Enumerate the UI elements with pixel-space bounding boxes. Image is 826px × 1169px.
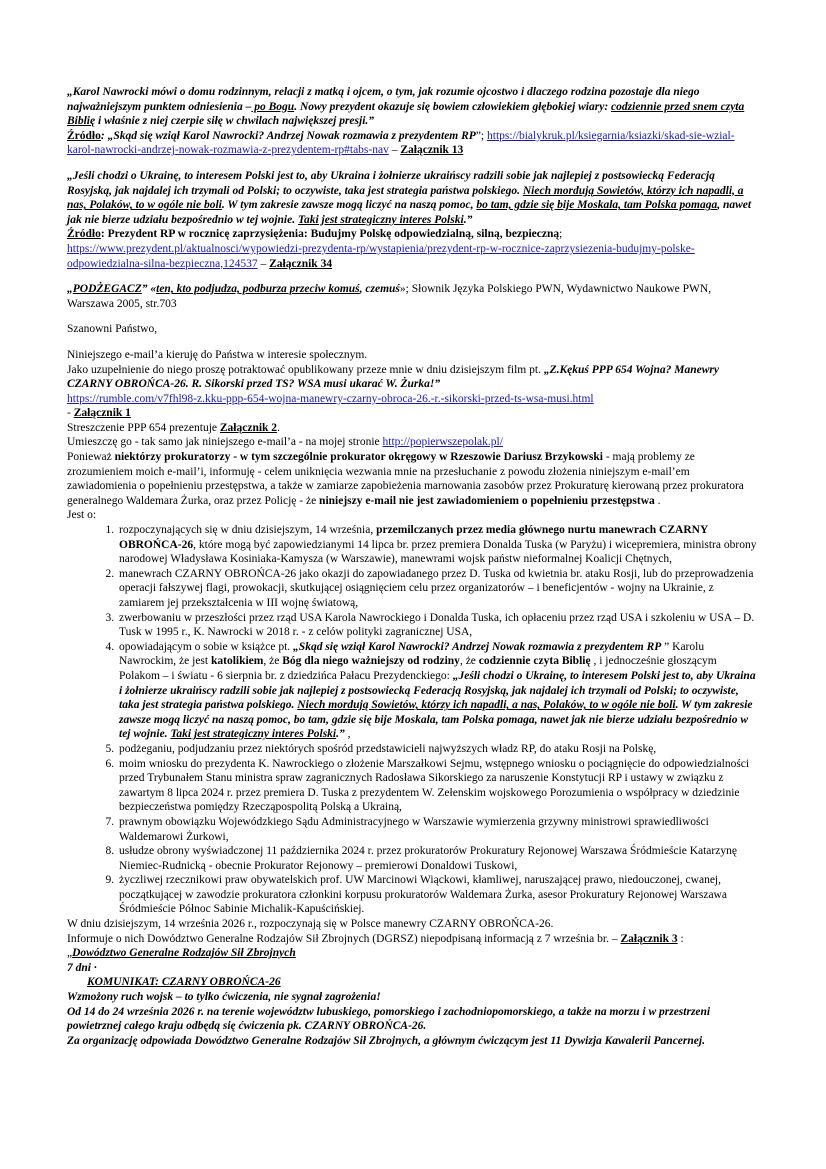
item-bold: codziennie czyta Biblię [478, 655, 591, 668]
item-text: , że [459, 655, 479, 668]
source-label: Źródło [67, 129, 101, 142]
attachment-ref: Załącznik 1 [73, 407, 131, 420]
attachment-ref: Załącznik 34 [269, 257, 333, 270]
list-item: 9. życzliwej rzecznikowi praw obywatelskich prof. UW Marcinowi Wiąckowi, kłamliwej, naruszającej prawo, niedouczonej, cwanej, początkującej w zawodzie prokuratora członkini korpusu prokuratorów Waldemara Żurka, asesor Prokuratury Rejonowej Warszawa Śródmieście Północ Sabinie Michalik-Kapuścińskiej. [117, 873, 760, 917]
item-text: , że [263, 655, 283, 668]
def-meaning-tail: , czemuś [359, 283, 400, 296]
item-bold-italic: „Skąd się wziął Karol Nawrocki? Andrzej Nowak rozmawia z prezydentem RP [293, 640, 662, 653]
film-paragraph [67, 363, 760, 421]
dash: – [388, 144, 401, 157]
item-bold-italic: „Jeśli chodzi o Ukrainę, to interesem Polski jest to, aby Ukraina i żołnierze ukraińscy radzili sobie jak najlepiej z postsowiecką Federacją Rosyjską, jak najdalej ich trzymali od Polski; to oczywiste, taka jest strategia państwa polskiego. [119, 669, 756, 712]
communique-heading: KOMUNIKAT: CZARNY OBROŃCA-26 [87, 976, 281, 989]
website-link[interactable]: http://popierwszepolak.pl/ [382, 436, 503, 449]
source-title: : „Skąd się wziął Karol Nawrocki? Andrzej Nowak rozmawia z prezydentem RP [100, 129, 476, 142]
list-item: 8. usłudze obrony wyświadczonej 11 października 2024 r. przez prokuratorów Prokuratury Rejonowej Warszawa Śródmieście Katarzynę Niemiec-Rudnicką - obecnie Prokurator Rejonowy – premierowi Donaldowi Tuskowi, [117, 844, 760, 873]
list-intro: Jest o: [67, 509, 97, 522]
maneuvers-paragraph: W dniu dzisiejszym, 14 września 2026 r., rozpoczynają się w Polsce manewry CZARNY OBROŃCA-26. [67, 918, 554, 931]
quote-text: „Jeśli chodzi o Ukrainę, to interesem Polski jest to, aby Ukraina i żołnierze ukraińscy radzili sobie jak najlepiej z postsowiecką Federacją Rosyjską, jak najdalej ich trzymali od Polski; to oczywiste, taka jest strategia państwa polskiego. [67, 169, 715, 197]
intro-paragraph: Niniejszego e-mail’a kieruję do Państwa w interesie społecznym. [67, 348, 368, 361]
topics-list [67, 523, 760, 917]
item-text: ” Karolu Nawrockim, że jest [119, 640, 705, 668]
disclaimer-text-end: . [654, 494, 661, 507]
list-item [117, 523, 760, 567]
dgrsz-paragraph [67, 932, 760, 947]
dash: - [67, 407, 74, 420]
item-text: opowiadającym o sobie w książce pt. [119, 640, 294, 653]
def-source: »; Słownik Języka Polskiego PWN, Wydawnictwo Naukowe PWN, Warszawa 2005, str.703 [67, 283, 712, 310]
film-link[interactable]: https://rumble.com/v7fhl98-z.kku-ppp-654-wojna-manewry-czarny-obroca-26.-r.-sikorski-przed-ts-wsa-musi.html [67, 392, 594, 405]
list-item: 3. zwerbowaniu w przeszłości przez rząd USA Karola Nawrockiego i Donalda Tuska, ich opłaceniu przez rząd USA i szkoleniu w USA – D. Tusk w 1995 r., K. Nawrocki w 2018 r. - z celów polityki zagranicznej USA, [117, 611, 760, 640]
list-item: 7. prawnym obowiązku Wojewódzkiego Sądu Administracyjnego w Warszawie wymierzenia grzywny ministrowi sprawiedliwości Waldemarowi Żurkowi, [117, 815, 760, 844]
communique-line: Wzmożony ruch wojsk – to tylko ćwiczenia, nie sygnał zagrożenia! [67, 991, 381, 1004]
disclaimer-text: Ponieważ [67, 451, 115, 464]
source-separator: ; [559, 228, 563, 241]
source-title: : Prezydent RP w rocznicę zaprzysiężenia: Budujmy Polskę odpowiedzialną, silną, bezpieczną [100, 228, 560, 241]
communique-block [67, 946, 760, 1048]
dgrsz-text: Informuje o nich Dowództwo Generalne Rodzajów Sił Zbrojnych (DGRSZ) niepodpisaną informacją z 7 września br. – [67, 932, 621, 945]
attachment-ref: Załącznik 3 [620, 932, 678, 945]
source-link[interactable]: https://www.prezydent.pl/aktualnosci/wypowiedzi-prezydenta-rp/wystapienia/prezydent-rp-w-rocznice-zaprzysiezenia-budujmy-polske-odpowiedzialna-silna-bezpieczna,124537 [67, 242, 695, 270]
def-term: PODŻEGACZ [72, 283, 142, 296]
communique-line: Za organizację odpowiada Dowództwo Generalne Rodzajów Sił Zbrojnych, a głównym ćwiczącym jest 11 Dywizja Kawalerii Pancernej. [67, 1034, 705, 1047]
item-bold-italic-underlined: Taki jest strategiczny interes Polski [170, 728, 337, 741]
list-item [117, 640, 760, 742]
communique-org [67, 946, 760, 961]
org-name: Dowództwo Generalne Rodzajów Sił Zbrojnych [72, 947, 296, 960]
disclaimer-paragraph [67, 450, 760, 508]
definition-podzegacz [67, 282, 760, 311]
list-item: 2. manewrach CZARNY OBROŃCA-26 jako okazji do zapowiadanego przez D. Tuska od kwietnia br. ataku Rosji, lub do przeprowadzenia operacji fałszywej flagi, prowokacji, skutkującej osiągnięciem celu przez organizatorów – i beneficjentów - wojny na Ukrainie, z zamiarem jej przekształcenia w III wojnę światową, [117, 567, 760, 611]
item-bold: Bóg dla niego ważniejszy od rodziny [282, 655, 460, 668]
film-title: „Z.Kękuś PPP 654 Wojna? Manewry CZARNY OBROŃCA-26. R. Sikorski przed TS? WSA musi ukarać W. Żurka!” [67, 363, 719, 391]
dgrsz-text-end: : [677, 932, 684, 945]
quote-text: , nawet jak nie bierze udziału bezpośrednio w tej wojnie. [67, 199, 752, 226]
item-bold-italic: . W tym zakresie zawsze mogą liczyć na naszą pomoc, bo tam, gdzie się bije Moskala, tam Polska pomaga, nawet jak nie bierze udziału bezpośrednio w tej wojnie. [119, 699, 753, 741]
disclaimer-bold: niektórzy prokuratorzy - w tym szczególnie prokurator okręgowy w Rzeszowie Dariusz Brzykowski [114, 451, 603, 464]
item-bold-italic: .” [336, 728, 345, 741]
item-bold: przemilczanych przez media głównego nurtu manewrach CZARNY OBROŃCA-26 [119, 524, 708, 551]
quote-text-underlined: codziennie przed snem czyta Biblię [67, 100, 745, 128]
list-item: 5. podżeganiu, podjudzaniu przez niektórych spośród przedstawicieli najwyższych władz RP, do ataku Rosji na Polskę, [117, 742, 760, 757]
def-quote-open: „ [67, 283, 73, 296]
disclaimer-bold: niniejszy e-mail nie jest zawiadomieniem o popełnieniu przestępstwa [319, 494, 655, 507]
item-text: rozpoczynających się w dniu dzisiejszym, 14 września, [119, 524, 377, 537]
quote-text-underlined: Taki jest strategiczny interes Polski [297, 213, 464, 226]
def-quote-close: ” « [141, 283, 157, 296]
def-meaning: ten, kto podjudza, podburza przeciw komuś [156, 283, 360, 296]
list-item: 6. moim wniosku do prezydenta K. Nawrockiego o złożenie Marszałkowi Sejmu, wstępnego wniosku o pociągnięcie do odpowiedzialności przed Trybunałem Stanu ministra spraw zagranicznych Radosława Sikorskiego za naruszenie Konstytucji RP i ustawy w związku z zawartym 8 lipca 2024 r. przez premiera D. Tuska z prezydentem W. Zełenskim wojskowego Porozumienia o współpracy w dziedzinie bezpieczeństwa pomiędzy Rzecząpospolitą Polską a Ukrainą, [117, 757, 760, 815]
website-paragraph [67, 435, 760, 450]
quote-text: i właśnie z niej czerpie siłę w chwilach największej presji.” [95, 115, 375, 128]
communique-days: 7 dni · [67, 961, 97, 974]
item-bold: katolikiem [210, 655, 264, 668]
greeting: Szanowni Państwo, [67, 323, 158, 336]
website-text: Umieszczę go - tak samo jak niniejszego e-mail’a - na mojej stronie [67, 436, 383, 449]
quote-text-underlined: po Bogu [251, 100, 295, 113]
item-bold-italic-underlined: Niech mordują Sowietów, którzy ich napadli, a nas, Polaków, to w ogóle nie boli [297, 699, 676, 712]
quote-text-underlined: Niech mordują Sowietów, którzy ich napadli, a nas, Polaków, to w ogóle nie boli [67, 184, 744, 212]
quote-text: . W tym zakresie zawsze mogą liczyć na naszą pomoc, [221, 199, 477, 212]
item-text: , które mogą być zapowiedzianymi 14 lipca br. przez premiera Donalda Tuska (w Paryżu) i wicepremiera, ministra obrony narodowej Władysława Kosiniaka-Kamysza (w Warszawie), manewrami wojsk państw nieformalnej Koalicji Chętnych, [119, 538, 757, 566]
attachment-ref: Załącznik 2 [219, 421, 278, 434]
quote-mark: „ [67, 947, 73, 960]
quote-text: . Nowy prezydent okazuje się bowiem człowiekiem głębokiej wiary: [294, 100, 612, 113]
communique-line: Od 14 do 24 września 2026 r. na terenie województw lubuskiego, pomorskiego i zachodniopomorskiego, a także na morzu i w przestrzeni powietrznej całego kraju odbędą się ćwiczenia pk. CZARNY OBROŃCA-26. [67, 1005, 711, 1033]
disclaimer-text: - mają problemy ze zrozumieniem moich e-mail’i, informuję - celem uniknięcia wezwania mnie na przesłuchanie z powodu złożenia niniejszym e-mail’em zawiadomienia o popełnieniu przestępstwa, a także w zamiarze zapobieżenia marnowania zasobów przez Prokuraturę kierowaną przez prokuratora generalnego Waldemara Żurka, oraz przez Policję - że [67, 451, 744, 507]
document-page [67, 85, 760, 1048]
source-link[interactable]: https://bialykruk.pl/ksiegarnia/ksiazki/skad-sie-wzial-karol-nawrocki-andrzej-nowak-rozmawia-z-prezydentem-rp#tabs-nav [67, 129, 735, 157]
quote-text: „Karol Nawrocki mówi o domu rodzinnym, relacji z matką i ojcem, o tym, jak rozumie ojcostwo i dlaczego rodzina pozostaje dla niego najważniejszym punktem odniesienia – [67, 86, 700, 113]
summary-text-end: . [277, 421, 280, 434]
item-text: , [344, 728, 351, 741]
quote-text: .” [463, 213, 473, 226]
dash: – [257, 257, 270, 270]
film-intro: Jako uzupełnienie do niego proszę potraktować opublikowany przeze mnie w dniu dzisiejszym film pt. [67, 363, 544, 376]
summary-text: Streszczenie PPP 654 prezentuje [67, 421, 220, 434]
attachment-ref: Załącznik 13 [400, 144, 464, 157]
quote-nawrocki-book [67, 85, 760, 158]
quote-president-speech [67, 169, 760, 271]
source-separator: ”; [475, 129, 488, 142]
quote-text-underlined: bo tam, gdzie się bije Moskala, tam Polska pomaga [476, 199, 718, 212]
summary-paragraph [67, 421, 760, 436]
source-label: Źródło [67, 228, 101, 241]
item-text: , i jednocześnie głoszącym Polakom – i światu - 6 sierpnia br. z dziedzińca Pałacu Prezydenckiego: [119, 655, 717, 682]
